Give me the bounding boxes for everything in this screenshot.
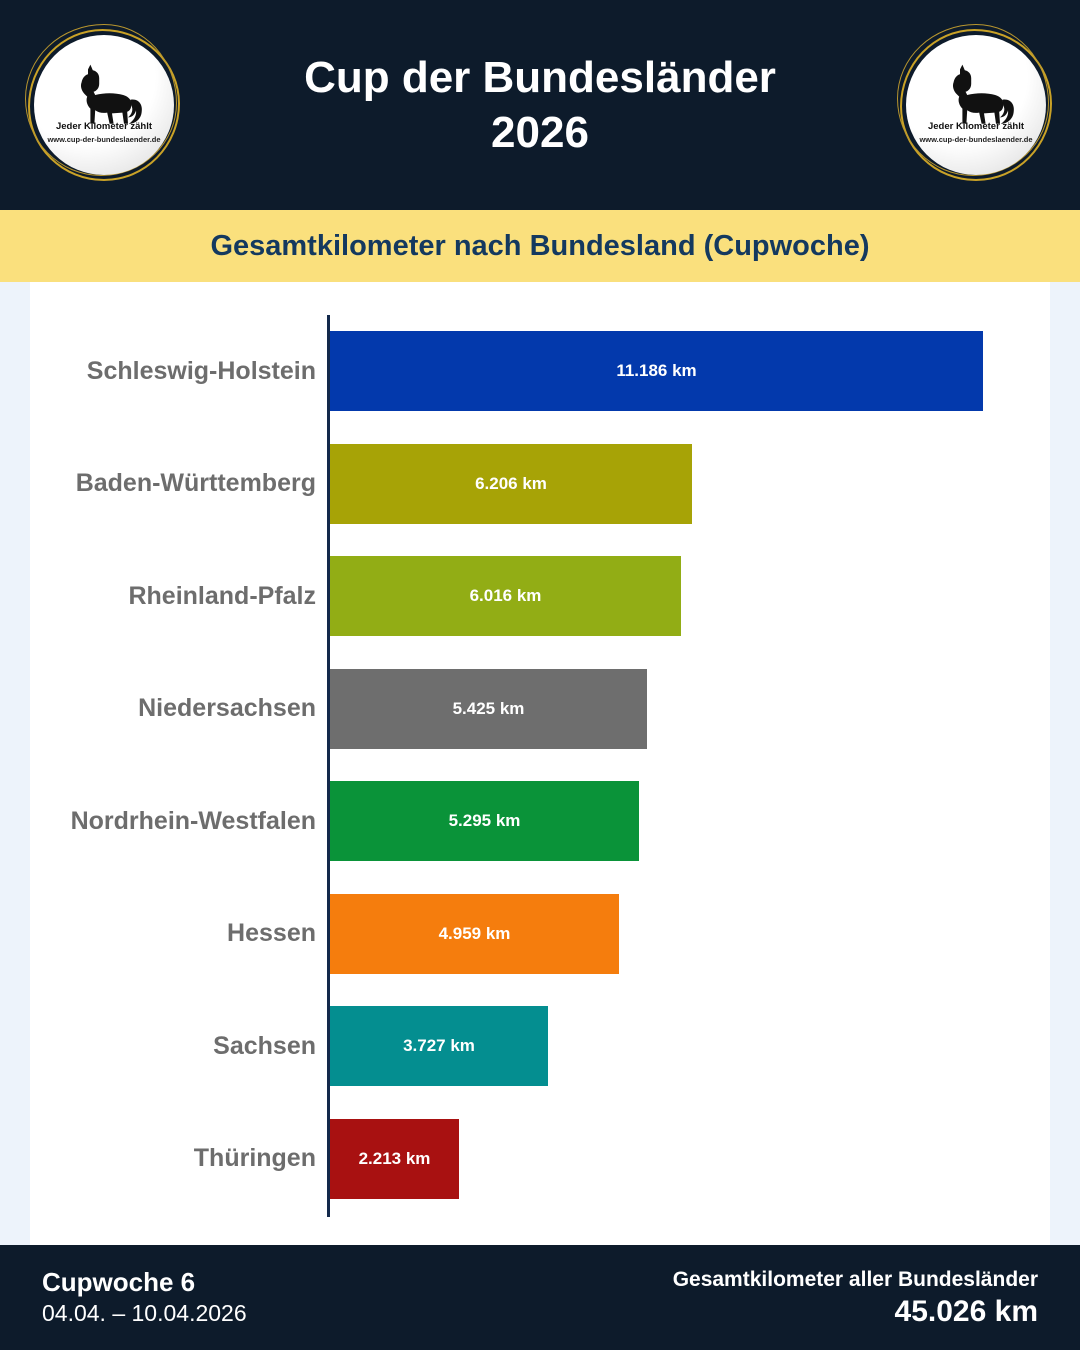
- chart-row: [30, 653, 1050, 766]
- logo-tagline: Jeder Kilometer zählt: [927, 120, 1025, 132]
- footer-left: [42, 1266, 247, 1330]
- logo-website: www.cup-der-bundeslaender.de: [47, 134, 161, 144]
- chart-title-banner: Gesamtkilometer nach Bundesland (Cupwoche): [0, 210, 1080, 282]
- category-label: Rheinland-Pfalz: [128, 581, 316, 610]
- bar-value-label: 2.213 km: [358, 1148, 431, 1168]
- bar-value-label: 6.016 km: [469, 586, 542, 606]
- bar: [330, 1006, 548, 1086]
- category-label: Nordrhein-Westfalen: [70, 806, 316, 835]
- horse-icon: [61, 63, 147, 127]
- category-label: Baden-Württemberg: [75, 469, 316, 498]
- total-kilometers-label: Gesamtkilometer aller Bundesländer: [672, 1267, 1038, 1291]
- chart-row: [30, 315, 1050, 428]
- total-kilometers-value: 45.026 km: [894, 1295, 1038, 1329]
- title-line1: Cup der Bundesländer: [304, 53, 776, 102]
- cup-week-label: Cupwoche 6: [42, 1266, 196, 1297]
- chart-row: [30, 428, 1050, 541]
- chart-panel: [30, 282, 1050, 1245]
- logo-right: [900, 29, 1052, 181]
- footer-right: [673, 1265, 1038, 1330]
- header: [0, 0, 1080, 210]
- bar: [330, 781, 639, 861]
- logo-disc: [906, 35, 1046, 175]
- bar: [330, 444, 692, 524]
- logo-website: www.cup-der-bundeslaender.de: [919, 134, 1033, 144]
- category-label: Thüringen: [193, 1144, 316, 1173]
- title-line2: 2026: [491, 108, 589, 157]
- category-label: Hessen: [227, 919, 316, 948]
- bar: [330, 1119, 459, 1199]
- bar: [330, 331, 983, 411]
- footer: [0, 1245, 1080, 1350]
- bar-value-label: 4.959 km: [438, 923, 511, 943]
- date-range: 04.04. – 10.04.2026: [42, 1300, 247, 1327]
- page-title: [180, 50, 900, 160]
- logo-tagline: Jeder Kilometer zählt: [55, 120, 153, 132]
- bar: [330, 669, 647, 749]
- bar-value-label: 3.727 km: [403, 1036, 475, 1056]
- horse-icon: [933, 63, 1019, 127]
- chart-row: [30, 765, 1050, 878]
- chart-row: [30, 878, 1050, 991]
- logo-disc: [34, 35, 174, 175]
- bar-value-label: 6.206 km: [475, 473, 547, 493]
- bar-value-label: 5.425 km: [452, 698, 525, 718]
- category-label: Schleswig-Holstein: [86, 356, 316, 385]
- chart-row: [30, 1103, 1050, 1216]
- bar: [330, 894, 619, 974]
- bar-value-label: 11.186 km: [616, 361, 697, 381]
- category-label: Niedersachsen: [138, 694, 316, 723]
- bar-value-label: 5.295 km: [448, 811, 521, 831]
- chart-row: [30, 990, 1050, 1103]
- category-label: Sachsen: [213, 1031, 316, 1060]
- bar-rows: [30, 315, 1050, 1215]
- bar: [330, 556, 681, 636]
- chart-row: [30, 540, 1050, 653]
- logo-left: [28, 29, 180, 181]
